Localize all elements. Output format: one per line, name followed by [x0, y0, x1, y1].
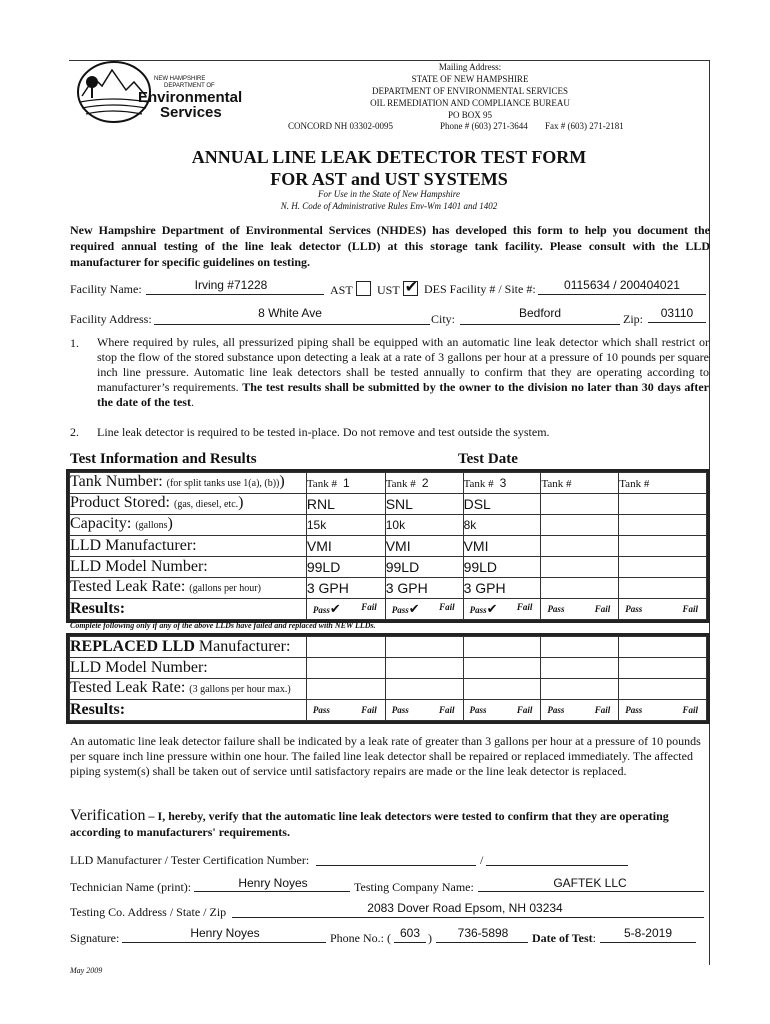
- city-field[interactable]: Bedford: [518, 306, 562, 320]
- testing-address-field[interactable]: 2083 Dover Road Epsom, NH 03234: [367, 901, 563, 915]
- logo-text-small: NEW HAMPSHIRE DEPARTMENT OF: [154, 76, 215, 89]
- table-row: [70, 700, 707, 721]
- phone-close: ): [428, 931, 432, 945]
- zip-line: [648, 322, 706, 323]
- nhdes-logo: [72, 56, 243, 128]
- replaced-rate-field[interactable]: [619, 679, 707, 700]
- table-row: [70, 679, 707, 700]
- ust-checkbox-group: [377, 277, 419, 298]
- tank-header: Tank # 2: [385, 473, 463, 494]
- phone-field[interactable]: 736-5898: [457, 926, 509, 940]
- result-cell[interactable]: Pass✔ Fail: [385, 599, 463, 620]
- date-line: [600, 942, 696, 943]
- zip-field[interactable]: 03110: [660, 306, 694, 320]
- table-row: [70, 658, 707, 679]
- section-test-date: Test Date: [458, 451, 518, 467]
- result-cell[interactable]: Pass Fail: [619, 599, 707, 620]
- ust-label: UST: [377, 283, 400, 297]
- phone-label: Phone No.: (: [330, 931, 391, 945]
- result-cell[interactable]: Pass✔ Fail: [306, 599, 385, 620]
- item-1-number: 1.: [70, 336, 79, 350]
- verification-statement: Verification – I, hereby, verify that the automatic line leak detectors were tested to confirm that they are operating according to manufacturers' requirements.: [70, 807, 669, 839]
- city-line: [460, 324, 620, 325]
- manufacturer-field[interactable]: VMI: [385, 536, 463, 557]
- capacity-field[interactable]: 15k: [306, 515, 385, 536]
- manufacturer-field[interactable]: VMI: [463, 536, 541, 557]
- facility-name-label: Facility Name:: [70, 282, 142, 296]
- replacement-note: Complete following only if any of the above LLDs have failed and replaced with NEW LLDs.: [70, 621, 376, 630]
- ast-checkbox[interactable]: [356, 281, 371, 296]
- des-facility-line: [538, 294, 706, 295]
- leak-rate-field[interactable]: 3 GPH: [385, 578, 463, 599]
- tank-number-field[interactable]: 1: [342, 476, 350, 490]
- result-cell[interactable]: Pass Fail: [385, 700, 463, 721]
- tank-header: Tank #: [619, 473, 707, 494]
- date-label: Date of Test:: [532, 931, 597, 945]
- signature-line: [122, 942, 326, 943]
- replaced-model-field[interactable]: [541, 658, 619, 679]
- replaced-lld-table: [69, 636, 707, 721]
- tank-number-field[interactable]: 2: [421, 476, 429, 490]
- cert-line-1[interactable]: [316, 865, 476, 866]
- row-label-product: Product Stored: (gas, diesel, etc.): [70, 494, 307, 515]
- mailing-city: CONCORD NH 03302-0095: [288, 121, 394, 131]
- replaced-manufacturer-field[interactable]: [463, 637, 541, 658]
- mailing-fax: Fax # (603) 271-2181: [545, 121, 624, 131]
- ust-checkbox[interactable]: [403, 277, 419, 296]
- ast-checkbox-group: [330, 281, 371, 298]
- testing-address-line: [232, 917, 704, 918]
- facility-address-label: Facility Address:: [70, 312, 152, 326]
- cert-line-2[interactable]: [486, 865, 628, 866]
- company-line: [478, 891, 704, 892]
- tank-number-field[interactable]: 3: [499, 476, 507, 490]
- cert-label: LLD Manufacturer / Tester Certification Number:: [70, 853, 310, 867]
- product-field[interactable]: [541, 494, 619, 515]
- city-label: City:: [431, 312, 456, 326]
- logo-text-big: Environmental Services: [138, 89, 243, 121]
- result-cell[interactable]: Pass Fail: [619, 700, 707, 721]
- tank-header: Tank #: [541, 473, 619, 494]
- table-row: [70, 494, 707, 515]
- form-title: ANNUAL LINE LEAK DETECTOR TEST FORM FOR AST and UST SYSTEMS: [191, 147, 587, 189]
- replaced-manufacturer-field[interactable]: [541, 637, 619, 658]
- facility-address-line: [154, 324, 430, 325]
- replaced-model-field[interactable]: [306, 658, 385, 679]
- des-facility-label: DES Facility # / Site #:: [424, 282, 536, 296]
- product-field[interactable]: RNL: [306, 494, 385, 515]
- model-field[interactable]: 99LD: [306, 557, 385, 578]
- mailing-phone: Phone # (603) 271-3644: [440, 121, 528, 131]
- capacity-field[interactable]: [619, 515, 707, 536]
- item-2-number: 2.: [70, 425, 79, 439]
- manufacturer-field[interactable]: [541, 536, 619, 557]
- zip-label: Zip:: [623, 312, 643, 326]
- pass-check-icon: ✔: [486, 601, 498, 617]
- table-row: [70, 557, 707, 578]
- leak-rate-field[interactable]: 3 GPH: [463, 578, 541, 599]
- leak-rate-field[interactable]: 3 GPH: [306, 578, 385, 599]
- row-label-replaced-manufacturer: REPLACED LLD Manufacturer:: [70, 637, 307, 658]
- table-row: [70, 599, 707, 620]
- row-label-manufacturer: LLD Manufacturer:: [70, 536, 307, 557]
- replaced-rate-field[interactable]: [541, 679, 619, 700]
- facility-name-line: [146, 294, 324, 295]
- item-1-text: Where required by rules, all pressurized piping shall be equipped with an automatic line leak detector which shall restrict or stop the flow of the stored substance upon detecting a leak at a rate of 3 gallons per hour at a pressure of 10 pounds per square inch line pressure. Automatic line leak detectors shall be tested annually to confirm that they are operating according to manufacturer’s requirements. The test results shall be submitted by the owner to the division no later than 30 days after the date of the test.: [97, 335, 709, 409]
- intro-paragraph: New Hampshire Department of Environmental Services (NHDES) has developed this form to help you document the required annual testing of the line leak detector (LLD) at this storage tank facility. Please consult with the LLD manufacturer for specific guidelines on testing.: [70, 223, 710, 269]
- company-field[interactable]: GAFTEK LLC: [553, 876, 627, 890]
- row-label-leak-rate: Tested Leak Rate: (gallons per hour): [70, 578, 307, 599]
- replaced-model-field[interactable]: [385, 658, 463, 679]
- row-label-results: Results:: [70, 599, 307, 620]
- mailing-address: Mailing Address: STATE OF NEW HAMPSHIRE DEPARTMENT OF ENVIRONMENTAL SERVICES OIL REMEDIATION AND COMPLIANCE BUREAU PO BOX 95: [370, 62, 570, 120]
- row-label-replaced-model: LLD Model Number:: [70, 658, 307, 679]
- row-label-replaced-rate: Tested Leak Rate: (3 gallons per hour max.): [70, 679, 307, 700]
- result-cell[interactable]: Pass Fail: [306, 700, 385, 721]
- signature-field[interactable]: Henry Noyes: [190, 926, 260, 940]
- area-code-line: [394, 942, 426, 943]
- model-field[interactable]: [541, 557, 619, 578]
- replaced-rate-field[interactable]: [306, 679, 385, 700]
- form-subtitle: For Use in the State of New Hampshire N. H. Code of Administrative Rules Env-Wm 1401 and 1402: [280, 189, 498, 211]
- model-field[interactable]: [619, 557, 707, 578]
- row-label-tank-number: Tank Number: (for split tanks use 1(a), (b))): [70, 473, 307, 494]
- testing-address-label: Testing Co. Address / State / Zip: [70, 905, 227, 919]
- replaced-rate-field[interactable]: [463, 679, 541, 700]
- phone-line: [436, 942, 528, 943]
- manufacturer-field[interactable]: [619, 536, 707, 557]
- cert-slash: /: [480, 853, 484, 867]
- replaced-model-field[interactable]: [463, 658, 541, 679]
- result-cell[interactable]: Pass Fail: [541, 700, 619, 721]
- item-2-text: Line leak detector is required to be tested in-place. Do not remove and test outside the system.: [97, 425, 550, 439]
- row-label-capacity: Capacity: (gallons): [70, 515, 307, 536]
- section-test-info: Test Information and Results: [70, 451, 257, 467]
- ast-label: AST: [330, 283, 353, 297]
- tank-header: Tank # 1: [306, 473, 385, 494]
- date-field[interactable]: 5-8-2019: [623, 926, 673, 940]
- capacity-field[interactable]: 8k: [463, 515, 541, 536]
- capacity-field[interactable]: 10k: [385, 515, 463, 536]
- replaced-model-field[interactable]: [619, 658, 707, 679]
- capacity-field[interactable]: [541, 515, 619, 536]
- replaced-rate-field[interactable]: [385, 679, 463, 700]
- model-field[interactable]: 99LD: [385, 557, 463, 578]
- test-results-table: [69, 472, 707, 620]
- result-cell[interactable]: Pass Fail: [541, 599, 619, 620]
- model-field[interactable]: 99LD: [463, 557, 541, 578]
- replaced-manufacturer-field[interactable]: [619, 637, 707, 658]
- pass-check-icon: ✔: [408, 601, 420, 617]
- row-label-replaced-results: Results:: [70, 700, 307, 721]
- area-code-field[interactable]: 603: [399, 926, 421, 940]
- replaced-manufacturer-field[interactable]: [306, 637, 385, 658]
- technician-line: [194, 891, 350, 892]
- failure-paragraph: An automatic line leak detector failure shall be indicated by a leak rate of greater than 3 gallons per hour at a pressure of 10 pounds per square inch line pressure within one hour. The failed line leak detector shall be repaired or replaced immediately. The affected piping system(s) shall be taken out of service until satisfactory repairs are made or the line leak detector is replaced.: [70, 734, 701, 778]
- product-field[interactable]: [619, 494, 707, 515]
- row-label-model: LLD Model Number:: [70, 557, 307, 578]
- facility-address-field[interactable]: 8 White Ave: [258, 306, 322, 320]
- signature-label: Signature:: [70, 931, 120, 945]
- result-cell[interactable]: Pass Fail: [463, 700, 541, 721]
- table-row: [70, 536, 707, 557]
- product-field[interactable]: SNL: [385, 494, 463, 515]
- table-row: [70, 515, 707, 536]
- ust-check-icon: ✔: [404, 277, 419, 296]
- leak-rate-field[interactable]: [541, 578, 619, 599]
- tank-header: Tank # 3: [463, 473, 541, 494]
- manufacturer-field[interactable]: VMI: [306, 536, 385, 557]
- product-field[interactable]: DSL: [463, 494, 541, 515]
- table-row: [70, 578, 707, 599]
- technician-field[interactable]: Henry Noyes: [238, 876, 308, 890]
- table-row: [70, 473, 707, 494]
- replaced-manufacturer-field[interactable]: [385, 637, 463, 658]
- company-label: Testing Company Name:: [354, 880, 474, 894]
- footer-date: May 2009: [70, 966, 103, 975]
- pass-check-icon: ✔: [329, 601, 341, 617]
- leak-rate-field[interactable]: [619, 578, 707, 599]
- technician-label: Technician Name (print):: [70, 880, 192, 894]
- result-cell[interactable]: Pass✔ Fail: [463, 599, 541, 620]
- facility-name-field[interactable]: Irving #71228: [194, 278, 268, 292]
- table-row: [70, 637, 707, 658]
- des-facility-field[interactable]: 0115634 / 200404021: [564, 278, 680, 292]
